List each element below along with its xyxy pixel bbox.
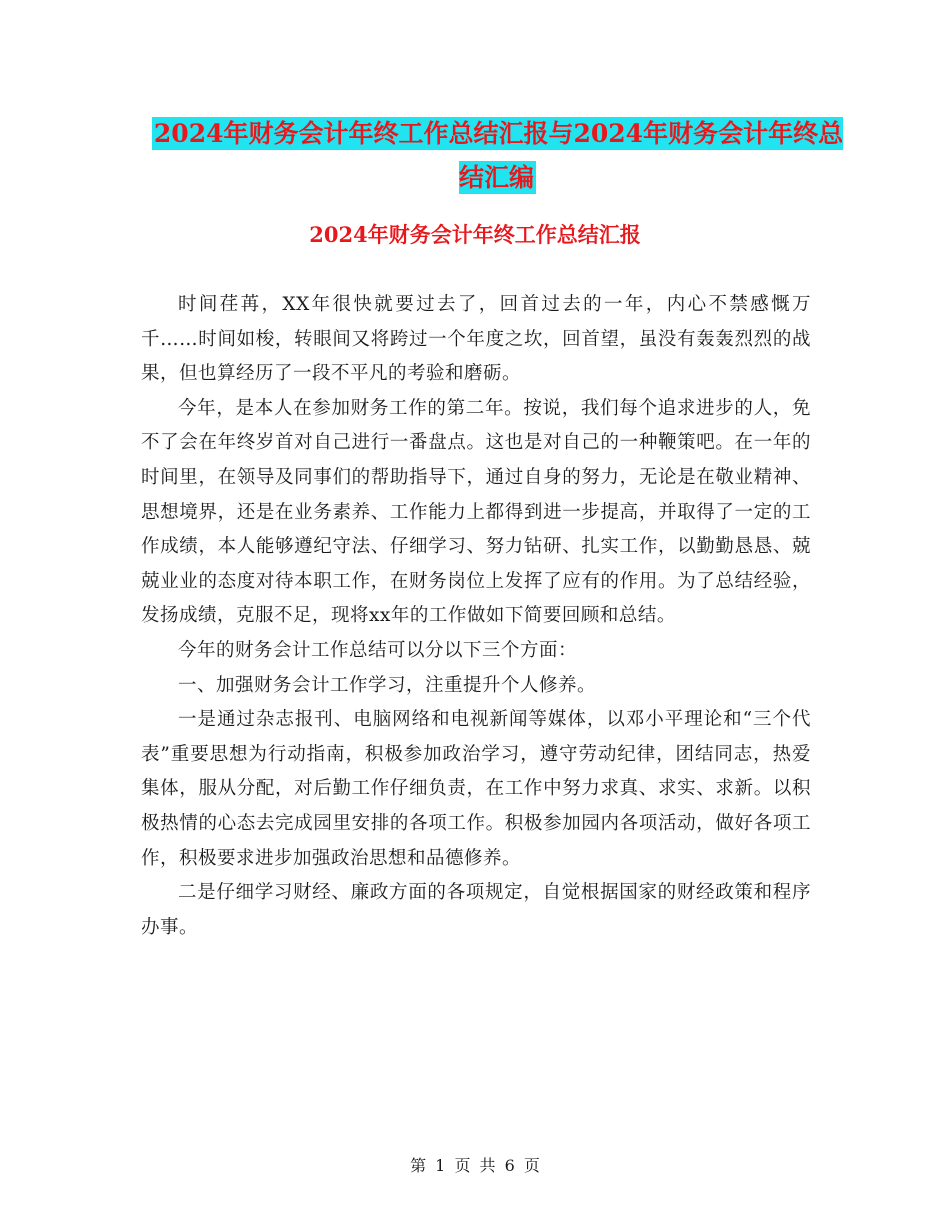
- paragraph: 时间荏苒，XX年很快就要过去了，回首过去的一年，内心不禁感慨万千……时间如梭，转眼间又将跨过一个年度之坎，回首望，虽没有轰轰烈烈的战果，但也算经历了一段不平凡的考验和磨砺。: [141, 294, 811, 385]
- document-title: [140, 112, 855, 200]
- paragraph: 一、加强财务会计工作学习，注重提升个人修养。: [178, 674, 597, 696]
- page-number-footer: 第 1 页 共 6 页: [410, 1156, 540, 1175]
- document-body: [141, 288, 811, 945]
- paragraph: 一是通过杂志报刊、电脑网络和电视新闻等媒体，以邓小平理论和“三个代表”重要思想为行动指南，积极参加政治学习，遵守劳动纪律，团结同志，热爱集体，服从分配，对后勤工作仔细负责，在工作中努力求真、求实、求新。以积极热情的心态去完成园里安排的各项工作。积极参加园内各项活动，做好各项工作，积极要求进步加强政治思想和品德修养。: [141, 709, 811, 869]
- paragraph: 今年的财务会计工作总结可以分以下三个方面：: [178, 639, 578, 661]
- paragraph: 二是仔细学习财经、廉政方面的各项规定，自觉根据国家的财经政策和程序办事。: [141, 882, 811, 938]
- section-title: 2024年财务会计年终工作总结汇报: [309, 222, 641, 247]
- document-title-text: 2024年财务会计年终工作总结汇报与2024年财务会计年终总结汇编: [153, 119, 844, 192]
- paragraph: 今年，是本人在参加财务工作的第二年。按说，我们每个追求进步的人，免不了会在年终岁首对自己进行一番盘点。这也是对自己的一种鞭策吧。在一年的时间里，在领导及同事们的帮助指导下，通过自身的努力，无论是在敬业精神、思想境界，还是在业务素养、工作能力上都得到进一步提高，并取得了一定的工作成绩，本人能够遵纪守法、仔细学习、努力钻研、扎实工作，以勤勤恳恳、兢兢业业的态度对待本职工作，在财务岗位上发挥了应有的作用。为了总结经验，发扬成绩，克服不足，现将xx年的工作做如下简要回顾和总结。: [141, 397, 811, 627]
